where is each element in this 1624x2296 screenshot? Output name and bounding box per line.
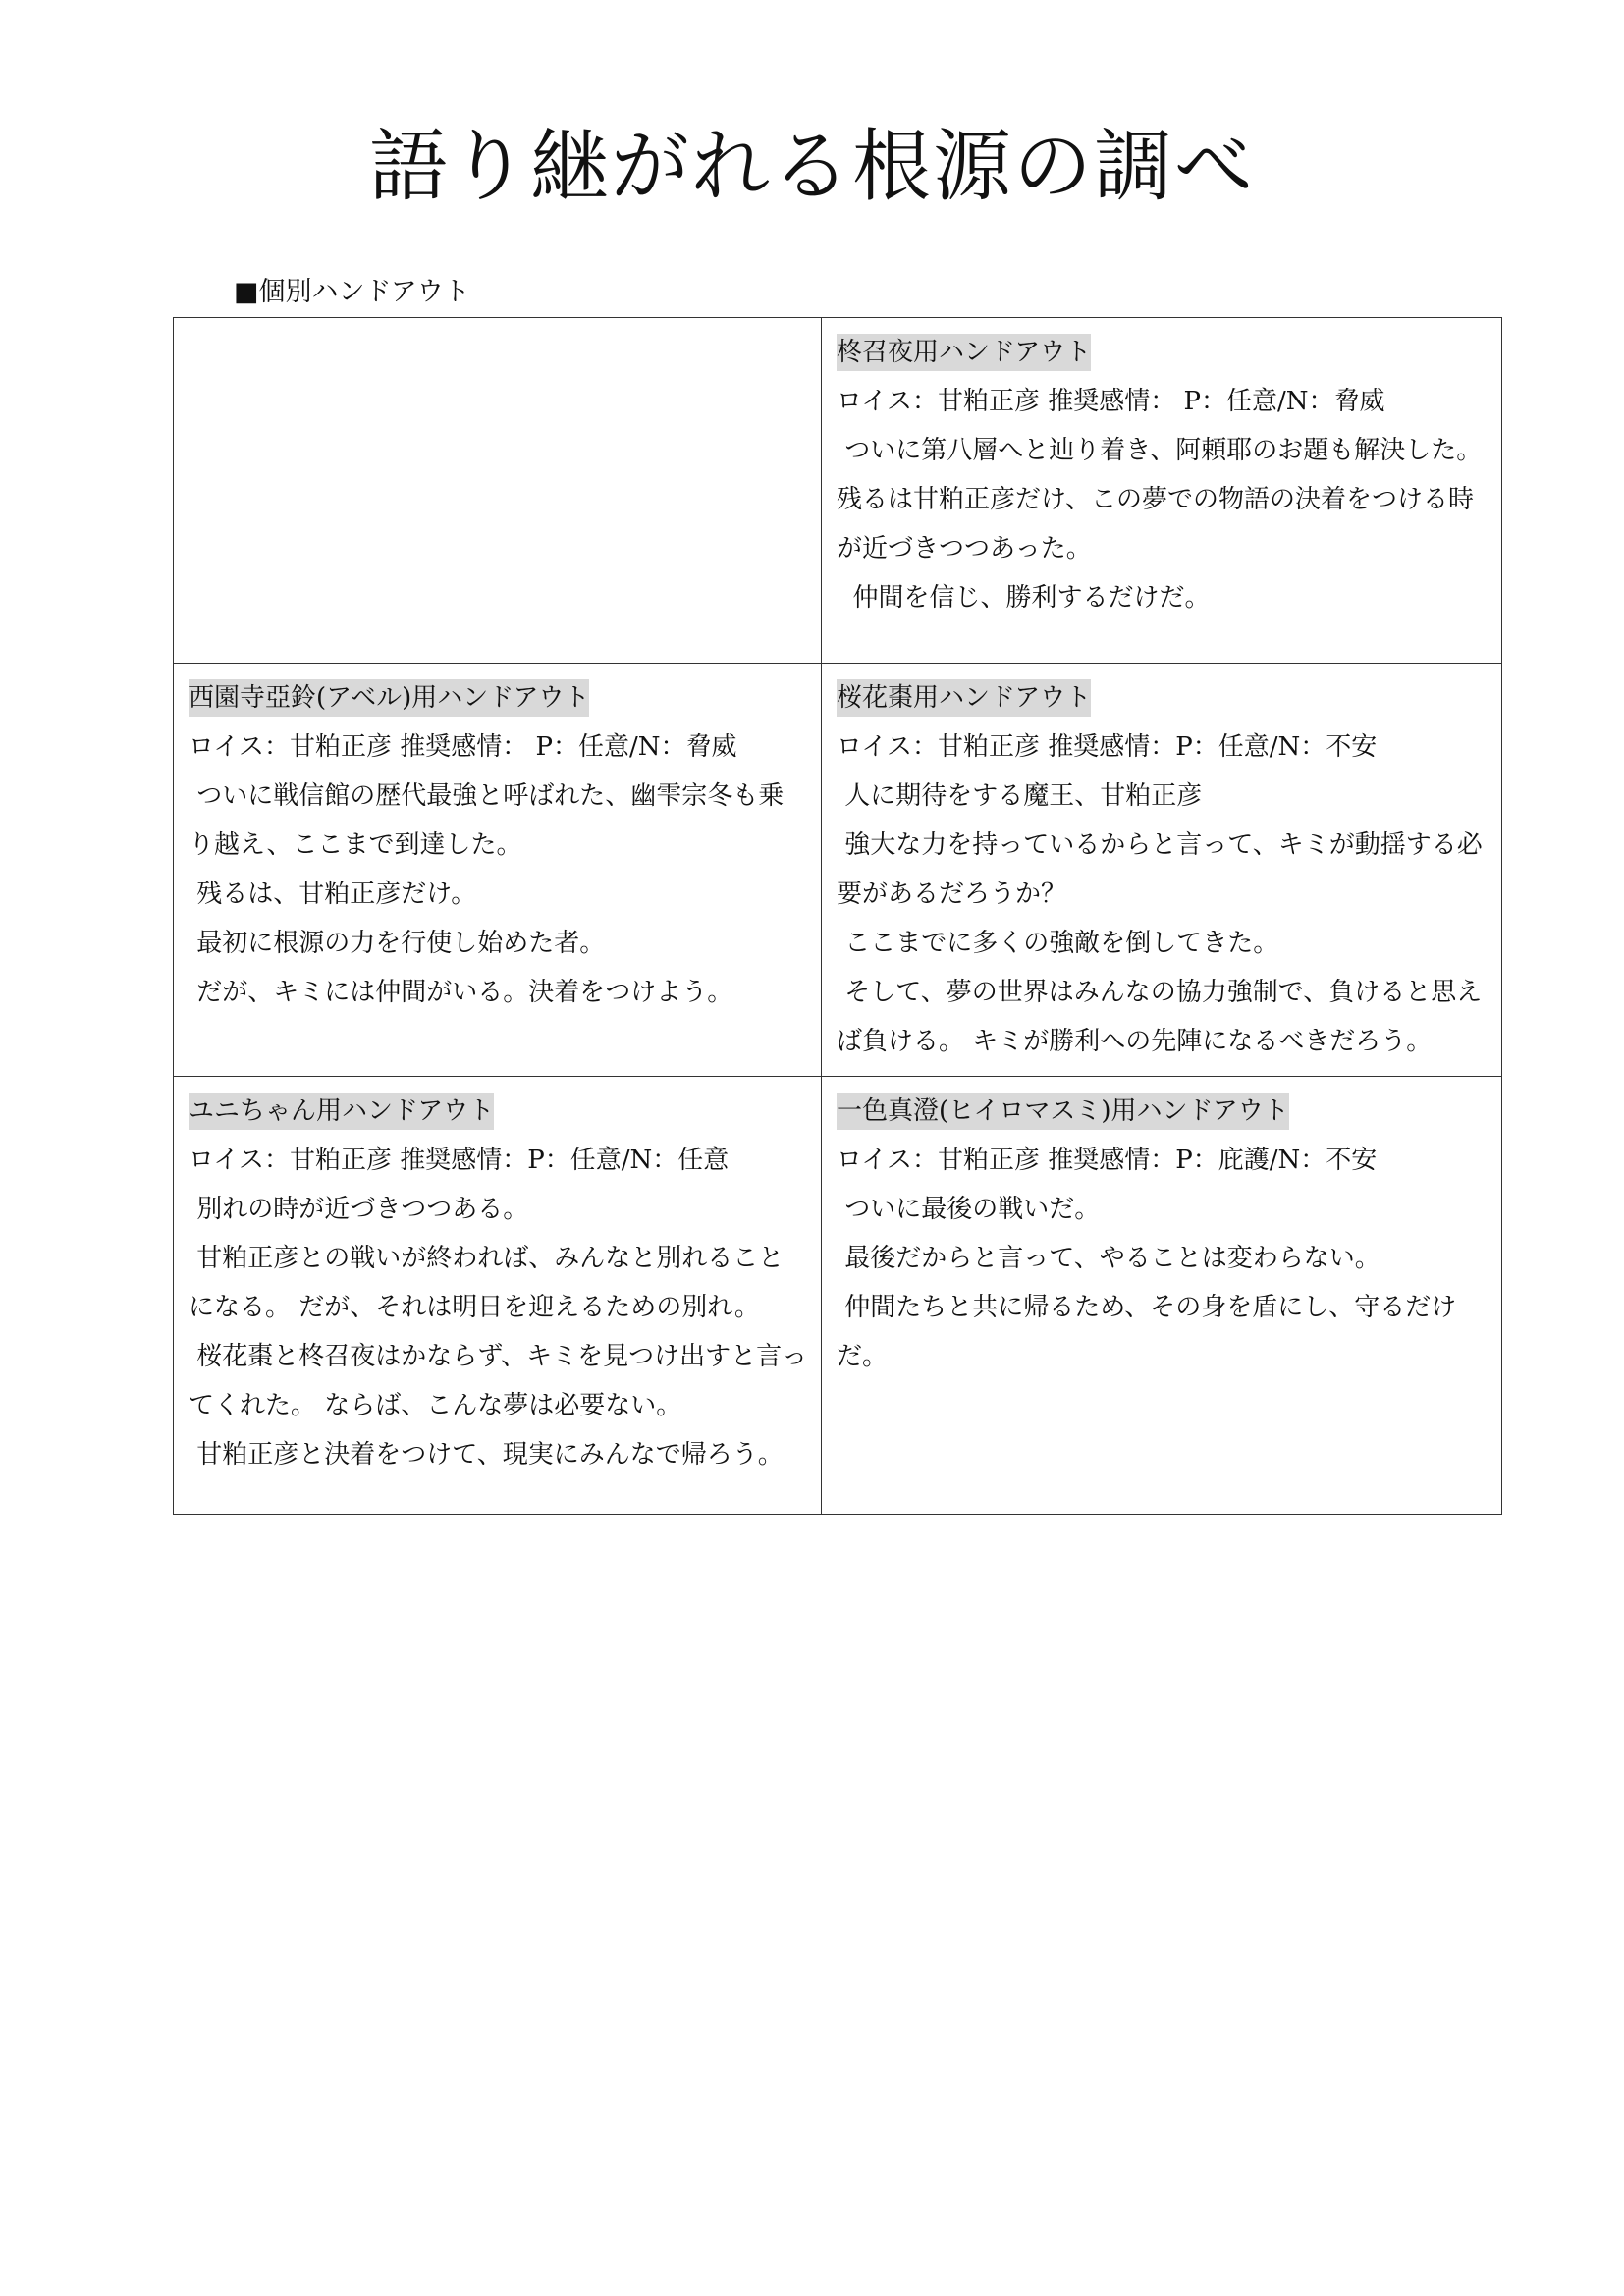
handout-body <box>837 772 1489 1066</box>
body-paragraph: 最初に根源の力を行使し始めた者。 <box>189 929 606 958</box>
handout-heading: ユニちゃん用ハンドアウト <box>189 1093 494 1130</box>
body-paragraph: 甘粕正彦との戦いが終われば、みんなと別れることになる。 だが、それは明日を迎えるための別れ。 <box>189 1244 785 1322</box>
body-paragraph: ここまでに多くの強敵を倒してきた。 <box>837 929 1279 958</box>
body-paragraph: 別れの時が近づきつつある。 <box>189 1195 529 1224</box>
body-paragraph: 人に期待をする魔王、甘粕正彦 <box>837 781 1203 811</box>
handout-heading: 西園寺亞鈴(アベル)用ハンドアウト <box>189 679 589 717</box>
rois-line: ロイス：甘粕正彦 推奨感情：P：任意/N：任意 <box>189 1146 730 1175</box>
table-row <box>174 318 1502 664</box>
body-paragraph: ついに戦信館の歴代最強と呼ばれた、幽雫宗冬も乗り越え、ここまで到達した。 <box>189 781 785 860</box>
body-paragraph: だが、キミには仲間がいる。決着をつけよう。 <box>189 978 733 1007</box>
table-row <box>174 664 1502 1077</box>
handout-body <box>837 426 1489 622</box>
rois-line: ロイス：甘粕正彦 推奨感情：P：庇護/N：不安 <box>837 1146 1378 1175</box>
body-paragraph: そして、夢の世界はみんなの協力強制で、負けると思えば負ける。 キミが勝利への先陣になるべきだろう。 <box>837 978 1483 1056</box>
body-paragraph: ついに第八層へと辿り着き、阿頼耶のお題も解決した。 残るは甘粕正彦だけ、この夢での物語の決着をつける時が近づきつつあった。 <box>837 436 1490 563</box>
handout-cell-uni <box>174 1077 822 1515</box>
handout-body <box>837 1185 1489 1381</box>
handout-cell-saionji <box>174 664 822 1077</box>
body-paragraph: ついに最後の戦いだ。 <box>837 1195 1101 1224</box>
handout-body <box>189 772 808 1017</box>
handout-body <box>189 1185 808 1479</box>
handout-table <box>173 317 1502 1515</box>
body-paragraph: 強大な力を持っているからと言って、キミが動揺する必要があるだろうか？ <box>837 830 1483 909</box>
page-title: 語り継がれる根源の調べ <box>369 121 1255 212</box>
table-row <box>174 1077 1502 1515</box>
body-paragraph: 仲間たちと共に帰るため、その身を盾にし、守るだけだ。 <box>837 1293 1457 1371</box>
body-paragraph: 最後だからと言って、やることは変わらない。 <box>837 1244 1380 1273</box>
rois-line: ロイス：甘粕正彦 推奨感情： P：任意/N：脅威 <box>837 387 1385 416</box>
rois-line: ロイス：甘粕正彦 推奨感情： P：任意/N：脅威 <box>189 732 737 762</box>
handout-cell-hiiragi <box>822 318 1502 664</box>
handout-heading: 柊召夜用ハンドアウト <box>837 334 1091 371</box>
empty-cell <box>174 318 822 664</box>
handout-heading: 桜花棗用ハンドアウト <box>837 679 1091 717</box>
body-paragraph: 桜花棗と柊召夜はかならず、キミを見つけ出すと言ってくれた。 ならば、こんな夢は必要ない。 <box>189 1342 808 1420</box>
handout-heading: 一色真澄(ヒイロマスミ)用ハンドアウト <box>837 1093 1289 1130</box>
section-label: ■個別ハンドアウト <box>234 277 470 307</box>
body-paragraph: 仲間を信じ、勝利するだけだ。 <box>837 583 1211 613</box>
rois-line: ロイス：甘粕正彦 推奨感情：P：任意/N：不安 <box>837 732 1378 762</box>
body-paragraph: 残るは、甘粕正彦だけ。 <box>189 880 477 909</box>
body-paragraph: 甘粕正彦と決着をつけて、現実にみんなで帰ろう。 <box>189 1440 784 1469</box>
handout-cell-isshiki <box>822 1077 1502 1515</box>
handout-cell-ouka <box>822 664 1502 1077</box>
